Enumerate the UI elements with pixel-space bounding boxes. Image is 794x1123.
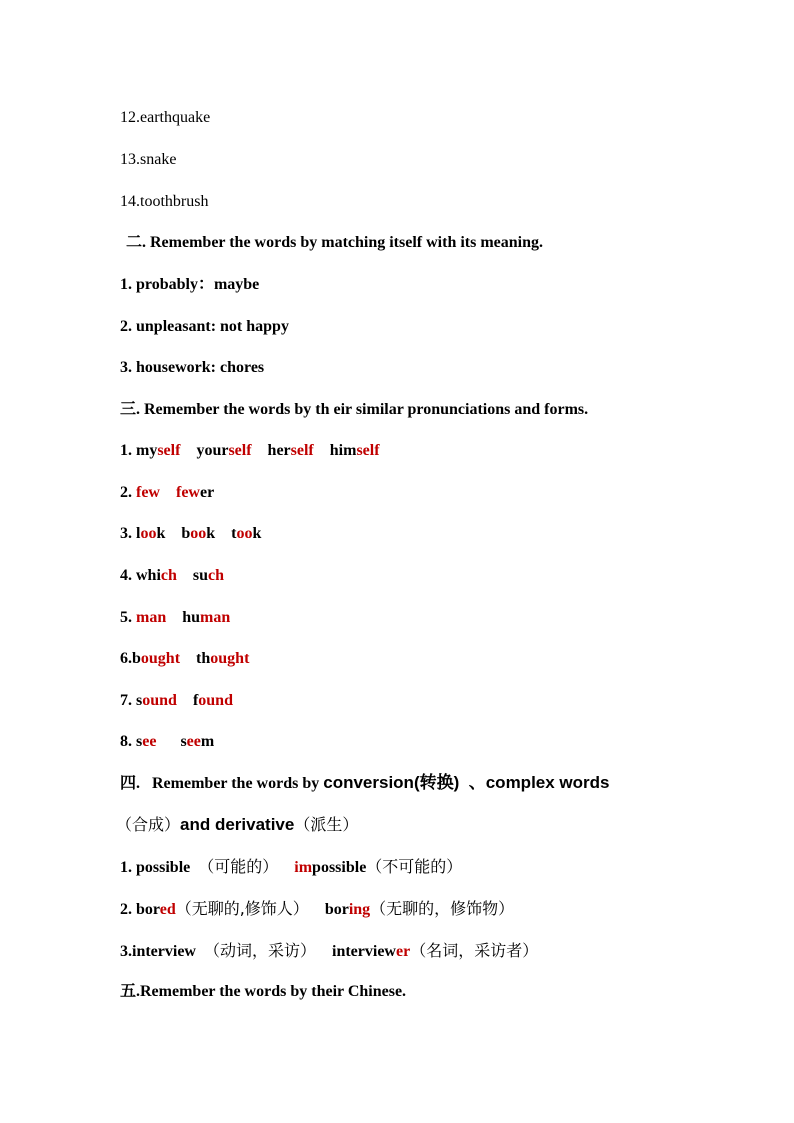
pronunciation-item-8 [120, 732, 214, 752]
matching-item-1: 1. probably：maybe [120, 276, 260, 293]
highlight-fragment: oo [190, 525, 207, 542]
pronunciation-item-3 [120, 524, 261, 544]
highlight-fragment: ought [140, 650, 181, 667]
highlight-fragment: man [200, 609, 231, 626]
word-fragment: （动词，采访） [203, 941, 316, 960]
highlight-fragment: ed [159, 901, 176, 918]
word-fragment: hu [166, 609, 201, 626]
word-fragment: th [180, 650, 211, 667]
highlight-fragment: oo [140, 525, 157, 542]
highlight-fragment: ee [186, 733, 201, 750]
highlight-fragment: ound [142, 692, 177, 709]
word-fragment: k t [206, 525, 237, 542]
highlight-fragment: im [294, 859, 313, 876]
section-4-heading-part: conversion [323, 773, 414, 792]
word-fragment: 3. l [120, 525, 141, 542]
word-fragment: （名词，采访者） [410, 941, 539, 960]
derivative-item-3 [120, 941, 538, 962]
word-fragment: possible [312, 859, 367, 876]
highlight-fragment: few [136, 484, 160, 501]
word-fragment: your [180, 442, 229, 459]
pronunciation-item-1 [120, 441, 380, 461]
derivative-item-1 [120, 857, 462, 878]
highlight-fragment: ought [210, 650, 250, 667]
pronunciation-item-6 [120, 649, 249, 669]
section-4-heading-part: (转换) [413, 773, 460, 792]
word-fragment: su [176, 567, 209, 584]
section-4-heading-part: and derivative [180, 815, 295, 834]
pronunciation-item-7 [120, 691, 233, 711]
highlight-fragment: ch [160, 567, 177, 584]
section-4-heading-line-2 [116, 815, 358, 836]
word-fragment: 3.interview [120, 943, 204, 960]
word-fragment: 2. bor [120, 901, 160, 918]
word-fragment: 5. [120, 609, 136, 626]
matching-item-3: 3. housework: chores [120, 359, 265, 376]
section-4-heading [120, 773, 609, 794]
word-fragment: 6.b [120, 650, 141, 667]
word-fragment: 4. whi [120, 567, 161, 584]
section-4-heading-part: （合成） [116, 815, 181, 834]
highlight-fragment: few [175, 484, 200, 501]
word-fragment: er [199, 484, 215, 501]
highlight-fragment: self [356, 442, 380, 459]
highlight-fragment: ing [348, 901, 371, 918]
highlight-fragment: ch [208, 567, 225, 584]
highlight-fragment: self [228, 442, 252, 459]
pronunciation-item-5 [120, 608, 230, 628]
section-4-heading-part: 、complex words [459, 773, 610, 792]
word-fragment: 7. s [120, 692, 143, 709]
word-fragment: bor [308, 901, 349, 918]
word-fragment [278, 859, 294, 876]
section-4-heading-part: （派生） [294, 815, 359, 834]
section-2-heading: 二. Remember the words by matching itself with its meaning. [126, 234, 544, 251]
word-fragment: interview [316, 943, 396, 960]
vocab-item-12: 12.earthquake [120, 109, 211, 126]
word-fragment: （不可能的） [366, 857, 463, 876]
word-fragment [160, 484, 176, 501]
derivative-item-2 [120, 899, 514, 920]
word-fragment: 2. [120, 484, 136, 501]
pronunciation-item-2 [120, 483, 214, 503]
word-fragment: her [251, 442, 291, 459]
word-fragment: 1. my [120, 442, 158, 459]
pronunciation-item-4 [120, 566, 224, 586]
word-fragment: him [313, 442, 357, 459]
highlight-fragment: ee [142, 733, 157, 750]
highlight-fragment: ound [198, 692, 233, 709]
word-fragment: （无聊的,修饰人） [175, 899, 309, 918]
matching-item-2: 2. unpleasant: not happy [120, 318, 289, 335]
highlight-fragment: oo [236, 525, 253, 542]
highlight-fragment: man [136, 609, 167, 626]
highlight-fragment: er [395, 943, 411, 960]
word-fragment: k b [156, 525, 191, 542]
word-fragment: f [176, 692, 199, 709]
word-fragment: 8. s [120, 733, 143, 750]
word-fragment: m [200, 733, 215, 750]
word-fragment: （可能的） [198, 857, 279, 876]
word-fragment: s [156, 733, 187, 750]
highlight-fragment: self [157, 442, 181, 459]
section-4-heading-part: 四. Remember the words by [120, 775, 324, 792]
word-fragment: 1. possible [120, 859, 199, 876]
highlight-fragment: self [290, 442, 314, 459]
vocab-item-13: 13.snake [120, 151, 177, 168]
vocab-item-14: 14.toothbrush [120, 193, 209, 210]
section-5-heading: 五.Remember the words by their Chinese. [120, 983, 407, 1000]
word-fragment: （无聊的，修饰物） [370, 899, 515, 918]
word-fragment: k [252, 525, 262, 542]
section-3-heading: 三. Remember the words by th eir similar pronunciations and forms. [120, 401, 589, 418]
